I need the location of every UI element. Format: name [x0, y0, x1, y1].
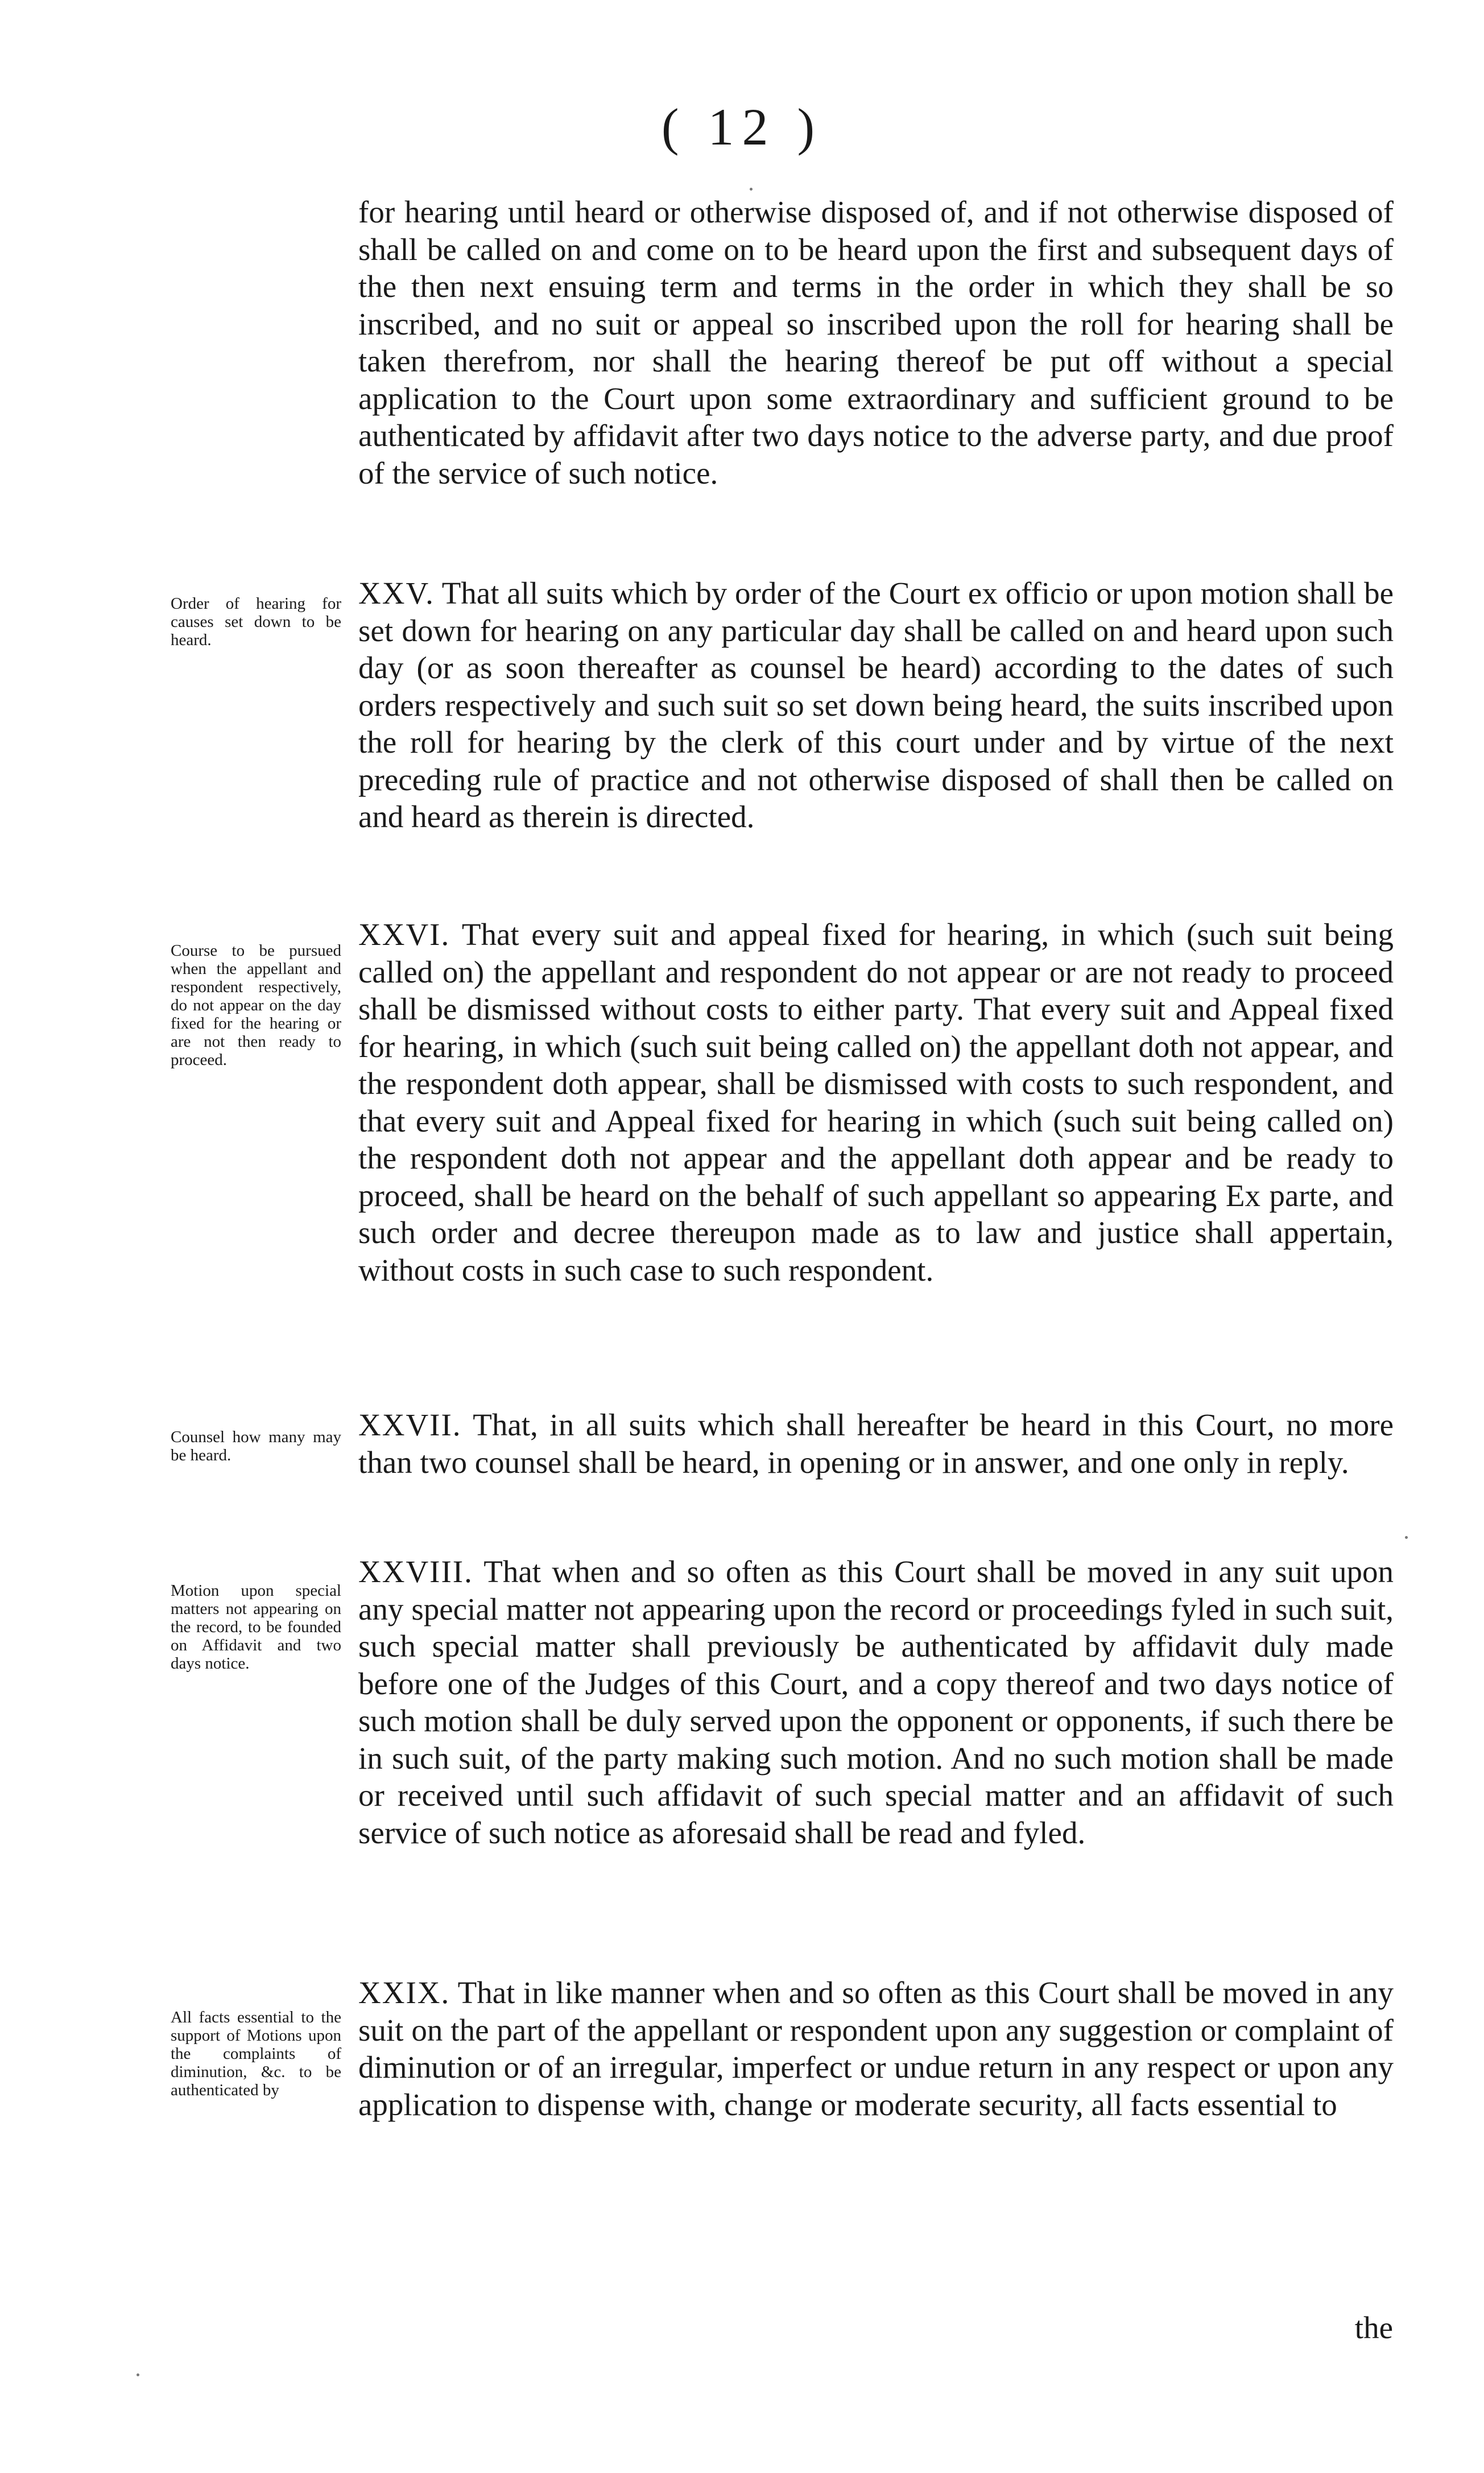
- paragraph-text: That, in all suits which shall hereafter be heard in this Court, no more than two counsel shall be heard, in opening or in answer, and one only in reply.: [358, 1407, 1394, 1480]
- paragraph-text: That every suit and appeal fixed for hearing, in which (such suit being called on) the appellant and respondent do not appear or are not ready to proceed shall be dismissed without costs to either party. That every suit and Appeal fixed for hearing, in which (such suit being called on) the appellant doth not appear, and the respondent doth appear, shall be dismissed with costs to such respondent, and that every suit and Appeal fixed for hearing in which (such suit being called on) the respondent doth not appear and the appellant doth appear and be ready to proceed, shall be heard on the behalf of such appellant so appearing Ex parte, and such order and decree thereupon made as to law and justice shall appertain, without costs in such case to such respondent.: [358, 917, 1394, 1287]
- paragraph-rule-xxvii: [358, 1406, 1394, 1481]
- paragraph-text: That all suits which by order of the Court ex officio or upon motion shall be set down for hearing on any particular day shall be called on and heard upon such day (or as soon thereafter as counsel be heard) according to the dates of such orders respectively and such suit so set down being heard, the suits inscribed upon the roll for hearing by the clerk of this court under and by virtue of the next preceding rule of practice and not otherwise disposed of shall then be called on and heard as therein is directed.: [358, 576, 1394, 834]
- margin-note-course-to-be-pursued: Course to be pursued when the appellant and respondent respectively, do not appear on the day fixed for the hearing or are not then ready to proceed.: [171, 942, 341, 1069]
- rule-numeral: XXV.: [358, 576, 435, 610]
- margin-note-motion-upon-special-matters: Motion upon special matters not appearing on the record, to be founded on Affidavit and two days notice.: [171, 1582, 341, 1673]
- rule-numeral: XXVIII.: [358, 1554, 473, 1589]
- margin-note-all-facts-essential: All facts essential to the support of Motions upon the complaints of diminution, &c. to be authenticated by: [171, 2008, 341, 2099]
- print-speck: [750, 188, 753, 191]
- rule-numeral: XXIX.: [358, 1975, 450, 2010]
- paragraph-rule-xxv: [358, 575, 1394, 836]
- page-number: ( 12 ): [661, 98, 823, 156]
- margin-note-order-of-hearing: Order of hearing for causes set down to be heard.: [171, 594, 341, 649]
- paragraph-text: That in like manner when and so often as this Court shall be moved in any suit on the part of the appellant or respondent upon any suggestion or complaint of diminution or of an irregular, imperfect or undue return in any respect or upon any application to dispense with, change or moderate security, all facts essential to: [358, 1975, 1394, 2122]
- margin-note-counsel-how-many: Counsel how many may be heard.: [171, 1428, 341, 1464]
- paragraph-text: for hearing until heard or otherwise disposed of, and if not otherwise disposed of shall be called on and come on to be heard upon the first and subsequent days of the then next ensuing term and terms in the order in which they shall be so inscribed, and no suit or appeal so inscribed upon the roll for hearing shall be taken therefrom, nor shall the hearing thereof be put off without a special application to the Court upon some extraordinary and sufficient ground to be authenticated by affidavit after two days notice to the adverse party, and due proof of the service of such notice.: [358, 195, 1394, 490]
- rule-numeral: XXVII.: [358, 1407, 462, 1442]
- paragraph-text: That when and so often as this Court shall be moved in any suit upon any special matter not appearing upon the record or proceedings fyled in such suit, such special matter shall previously be authenticated by affidavit duly made before one of the Judges of this Court, and a copy thereof and two days notice of such motion shall be duly served upon the opponent or opponents, if such there be in such suit, of the party making such motion. And no such motion shall be made or received until such affidavit of such special matter and an affidavit of such service of such notice as aforesaid shall be read and fyled.: [358, 1554, 1394, 1850]
- catchword: the: [1354, 2310, 1393, 2345]
- paragraph-rule-xxviii: [358, 1553, 1394, 1851]
- paragraph-rule-xxvi: [358, 916, 1394, 1289]
- print-speck: [137, 2373, 139, 2376]
- print-speck: [1405, 1536, 1408, 1539]
- paragraph-continuation: [358, 193, 1394, 492]
- paragraph-rule-xxix: [358, 1974, 1394, 2123]
- rule-numeral: XXVI.: [358, 917, 450, 952]
